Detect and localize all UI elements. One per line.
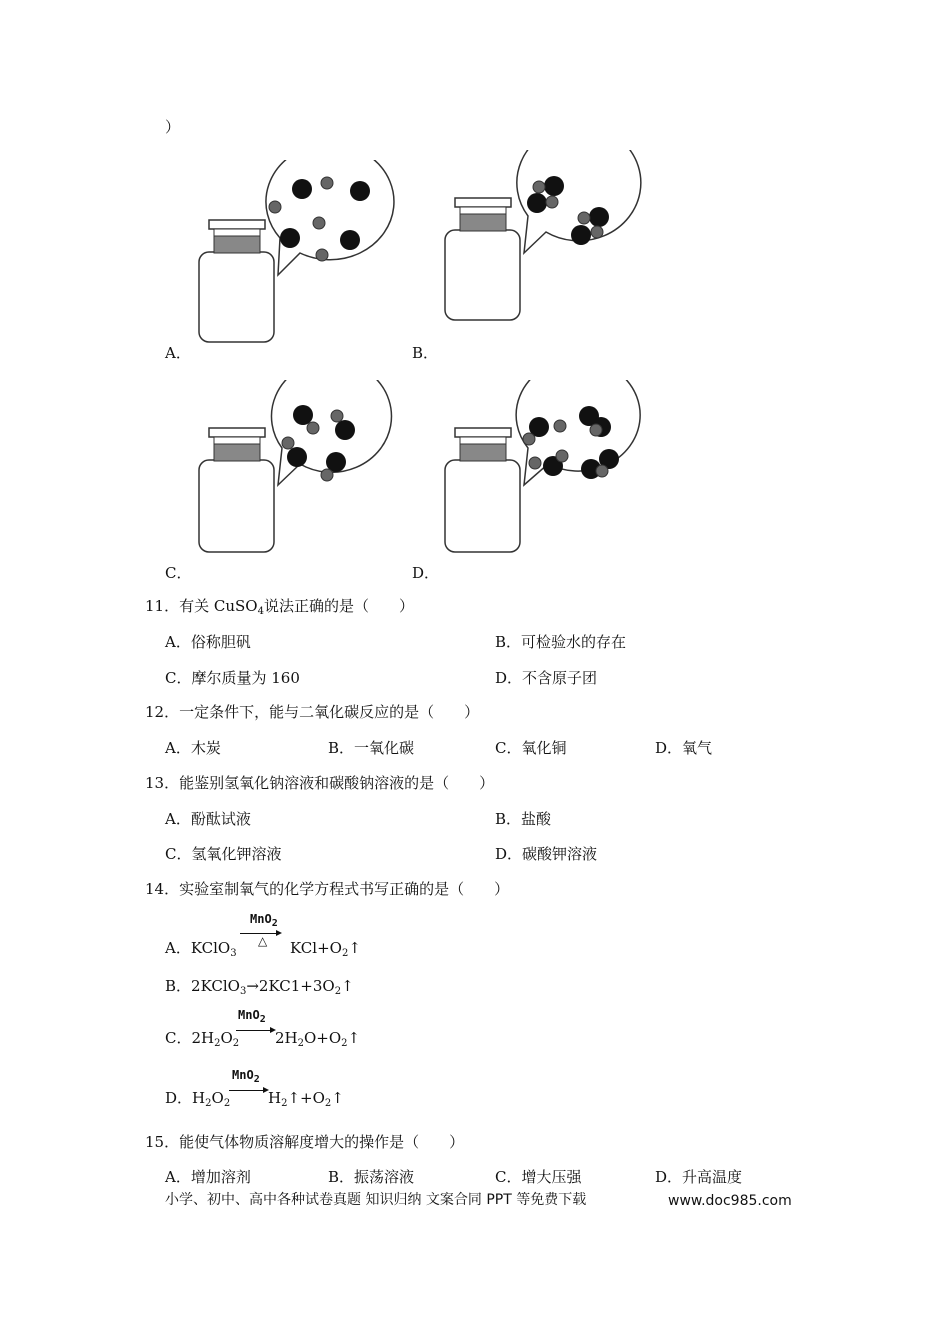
- q11-stem-a: 11．有关 CuSO: [145, 597, 258, 615]
- q14a-tail: ↑: [348, 939, 361, 957]
- q14b-mid-sub: 2: [334, 986, 342, 997]
- q14c-label: C．: [165, 1029, 192, 1047]
- q11-option-a[interactable]: A．俗称胆矾: [165, 633, 251, 651]
- q14c-tail: ↑: [347, 1029, 361, 1047]
- q14a-catalyst-text: MnO: [250, 912, 272, 926]
- q14c-right-sub1: 2: [297, 1038, 304, 1049]
- q14b-pre: 2KClO: [191, 977, 240, 995]
- q12-option-c[interactable]: C．氧化铜: [495, 739, 567, 757]
- q14b-tail: ↑: [341, 977, 354, 995]
- question-11-stem: [145, 597, 414, 617]
- q14b-pre-sub: 3: [239, 986, 247, 997]
- q14d-catalyst-text: MnO: [232, 1068, 254, 1082]
- q11-stem-sub: 4: [257, 606, 264, 617]
- q12-option-d[interactable]: D．氧气: [655, 739, 713, 757]
- q14c-catalyst-text: MnO: [238, 1008, 260, 1022]
- q14c-catalyst: [238, 1008, 266, 1025]
- q15-option-c[interactable]: C．增大压强: [495, 1168, 582, 1186]
- q14b-label: B．: [165, 977, 192, 995]
- q14a-right-text: KCl+O: [290, 939, 342, 957]
- bottle-diagram-d: [436, 380, 666, 575]
- q14a-catalyst: [250, 912, 278, 929]
- q14a-left-sub: 3: [230, 948, 237, 959]
- top-paren: ）: [165, 118, 181, 136]
- q11-stem-b: 说法正确的是（ ）: [263, 597, 414, 615]
- q13-option-d[interactable]: D．碳酸钾溶液: [495, 845, 598, 863]
- q15-option-d[interactable]: D．升高温度: [655, 1168, 743, 1186]
- bottle-diagram-c: [190, 380, 420, 575]
- q14d-right-text: H: [268, 1089, 282, 1107]
- q15-option-b[interactable]: B．振荡溶液: [328, 1168, 415, 1186]
- q14b-mid: →2KC1+3O: [246, 977, 335, 995]
- q14a-right-sub: 2: [341, 948, 349, 959]
- q11-option-d[interactable]: D．不含原子团: [495, 669, 598, 687]
- q14d-left2: O: [211, 1089, 224, 1107]
- q14c-right-sub2: 2: [341, 1038, 348, 1049]
- q14a-right: [290, 939, 361, 959]
- q15-option-a[interactable]: A．增加溶剂: [165, 1168, 251, 1186]
- q14d-right-sub1: 2: [281, 1098, 288, 1109]
- q14-option-b[interactable]: [165, 977, 354, 997]
- q12-option-b[interactable]: B．一氧化碳: [328, 739, 415, 757]
- bottle-diagram-b: [436, 150, 666, 345]
- q14c-left-sub2: 2: [232, 1038, 240, 1049]
- q14d-catalyst-sub: 2: [253, 1074, 260, 1085]
- question-13-stem: 13．能鉴别氢氧化钠溶液和碳酸钠溶液的是（ ）: [145, 774, 495, 792]
- q14c-left2: O: [220, 1029, 233, 1047]
- q14d-right: [268, 1089, 344, 1109]
- question-12-stem: 12．一定条件下，能与二氧化碳反应的是（ ）: [145, 703, 480, 721]
- footer-text: 小学、初中、高中各种试卷真题 知识归纳 文案合同 PPT 等免费下载: [165, 1192, 587, 1208]
- q14c-right: [275, 1029, 361, 1049]
- q14c-left: 2H: [191, 1029, 215, 1047]
- q14d-arrow-line: [229, 1090, 265, 1091]
- q14a-arrow-head: [276, 930, 282, 936]
- q14c-right2: O+O: [304, 1029, 342, 1047]
- q10-option-b[interactable]: B．: [412, 344, 439, 362]
- q10-option-d[interactable]: D．: [412, 564, 440, 582]
- q14d-left-sub1: 2: [205, 1098, 212, 1109]
- q14-option-c[interactable]: [165, 1029, 240, 1049]
- q14d-left-sub2: 2: [223, 1098, 231, 1109]
- q14d-left: H: [192, 1089, 206, 1107]
- q14c-right-text: 2H: [275, 1029, 298, 1047]
- q14a-label: A．: [165, 939, 191, 957]
- q14c-arrow-line: [236, 1030, 272, 1031]
- q14d-label: D．: [165, 1089, 193, 1107]
- footer-url[interactable]: www.doc985.com: [668, 1193, 792, 1209]
- q14d-catalyst: [232, 1068, 260, 1085]
- bottle-diagram-a: [190, 160, 420, 355]
- question-15-stem: 15．能使气体物质溶解度增大的操作是（ ）: [145, 1133, 465, 1151]
- q14d-right2: ↑+O: [287, 1089, 325, 1107]
- q10-option-a[interactable]: A．: [165, 344, 191, 362]
- q13-option-a[interactable]: A．酚酞试液: [165, 810, 251, 828]
- q14c-catalyst-sub: 2: [259, 1014, 266, 1025]
- q14a-left: KClO: [190, 939, 231, 957]
- q12-option-a[interactable]: A．木炭: [165, 739, 221, 757]
- q11-option-b[interactable]: B．可检验水的存在: [495, 633, 627, 651]
- q14-option-a[interactable]: [165, 939, 237, 959]
- q14a-catalyst-sub: 2: [271, 918, 278, 929]
- question-14-stem: 14．实验室制氧气的化学方程式书写正确的是（ ）: [145, 880, 510, 898]
- q10-option-c[interactable]: C．: [165, 564, 192, 582]
- q14c-left-sub1: 2: [214, 1038, 221, 1049]
- q14-option-d[interactable]: [165, 1089, 231, 1109]
- q14d-tail: ↑: [331, 1089, 344, 1107]
- q11-option-c[interactable]: C．摩尔质量为 160: [165, 669, 300, 687]
- q13-option-b[interactable]: B．盐酸: [495, 810, 552, 828]
- q13-option-c[interactable]: C．氢氧化钾溶液: [165, 845, 282, 863]
- q14d-right-sub2: 2: [324, 1098, 332, 1109]
- q14a-heat-symbol: △: [258, 934, 268, 948]
